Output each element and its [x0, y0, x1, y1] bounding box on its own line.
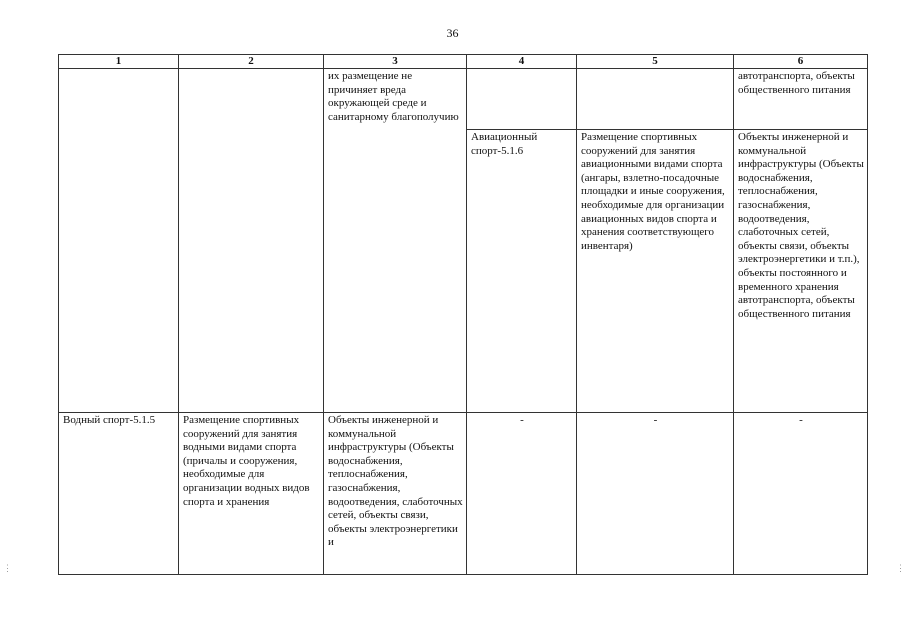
cell-r2-c5: Размещение спортивных сооружений для занятия авиационными видами спорта (ангары, взлетно-посадочные площадки и иные сооружения, необходимые для организации авиационных видов спорта и хранения соответствующего инвентаря) — [577, 130, 734, 413]
cell-r3-c2: Размещение спортивных сооружений для занятия водными видами спорта (причалы и сооружения, необходимые для организации водных видов спорта и хранения — [179, 413, 324, 575]
left-margin-mark: ⋮ — [3, 563, 12, 573]
header-col-3: 3 — [324, 55, 467, 69]
header-col-6: 6 — [734, 55, 868, 69]
cell-r3-c1: Водный спорт-5.1.5 — [59, 413, 179, 575]
cell-r3-c5: - — [577, 413, 734, 575]
cell-r1-c5 — [577, 69, 734, 130]
header-col-5: 5 — [577, 55, 734, 69]
cell-r3-c6: - — [734, 413, 868, 575]
cell-r1-c3: их размещение не причиняет вреда окружающей среде и санитарному благополучию — [324, 69, 467, 413]
cell-r1-c2 — [179, 69, 324, 413]
header-col-4: 4 — [467, 55, 577, 69]
table-header-row — [59, 55, 868, 69]
cell-r1-c6: автотранспорта, объекты общественного питания — [734, 69, 868, 130]
table-row — [59, 413, 868, 575]
page-number: 36 — [446, 26, 459, 40]
cell-r3-c3: Объекты инженерной и коммунальной инфраструктуры (Объекты водоснабжения, теплоснабжения, газоснабжения, водоотведения, слаботочных сетей, объекты связи, объекты электроэнергетики и — [324, 413, 467, 575]
header-col-1: 1 — [59, 55, 179, 69]
zoning-table — [58, 54, 868, 575]
cell-r1-c4 — [467, 69, 577, 130]
table-row — [59, 69, 868, 130]
cell-r2-c4: Авиационный спорт-5.1.6 — [467, 130, 577, 413]
cell-r3-c4: - — [467, 413, 577, 575]
cell-r2-c6: Объекты инженерной и коммунальной инфраструктуры (Объекты водоснабжения, теплоснабжения, газоснабжения, водоотведения, слаботочных сетей, объекты связи, объекты электроэнергетики и т.п.), объекты постоянного и временного хранения автотранспорта, объекты общественного питания — [734, 130, 868, 413]
right-margin-mark: ⋮ — [896, 563, 905, 573]
header-col-2: 2 — [179, 55, 324, 69]
cell-r1-c1 — [59, 69, 179, 413]
